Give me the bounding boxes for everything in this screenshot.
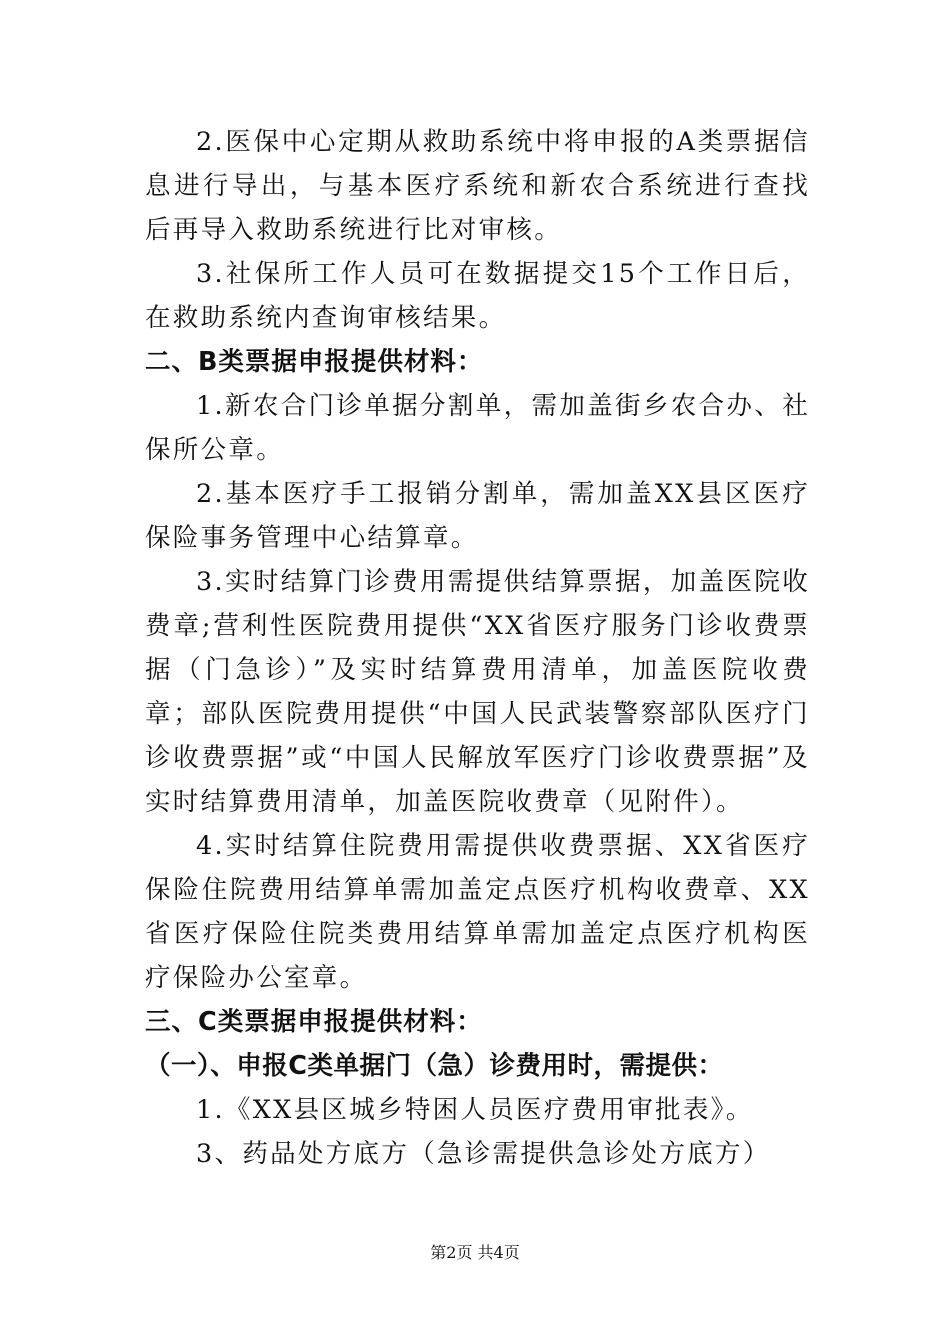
section-heading-b: 二、B类票据申报提供材料： bbox=[145, 347, 484, 377]
page-number-footer: 第2页 共4页 bbox=[430, 1243, 520, 1262]
paragraph-b-3: 3.实时结算门诊费用需提供结算票据，加盖医院收费章;营利性医院费用提供“XX省医疗服务门诊收费票据（门急诊）”及实时结算费用清单，加盖医院收费章；部队医院费用提供“中国人民武装警察部队医疗门诊收费票据”或“中国人民解放军医疗门诊收费票据”及实时结算费用清单，加盖医院收费章（见附件）。 bbox=[145, 567, 810, 817]
paragraph-c-1: 1.《XX县区城乡特困人员医疗费用审批表》。 bbox=[196, 1095, 754, 1125]
paragraph-c-3: 3、药品处方底方（急诊需提供急诊处方底方） bbox=[196, 1139, 771, 1169]
document-body bbox=[145, 120, 810, 1176]
paragraph-a-query: 3.社保所工作人员可在数据提交15个工作日后，在救助系统内查询审核结果。 bbox=[145, 259, 810, 333]
subsection-heading-c-1: （一）、申报C类单据门（急）诊费用时，需提供： bbox=[145, 1051, 724, 1081]
section-heading-c: 三、C类票据申报提供材料： bbox=[145, 1007, 483, 1037]
paragraph-b-4: 4.实时结算住院费用需提供收费票据、XX省医疗保险住院费用结算单需加盖定点医疗机构收费章、XX省医疗保险住院类费用结算单需加盖定点医疗机构医疗保险办公室章。 bbox=[145, 831, 810, 993]
paragraph-b-2: 2.基本医疗手工报销分割单，需加盖XX县区医疗保险事务管理中心结算章。 bbox=[145, 479, 810, 553]
paragraph-a-export: 2.医保中心定期从救助系统中将申报的A类票据信息进行导出，与基本医疗系统和新农合系统进行查找后再导入救助系统进行比对审核。 bbox=[145, 127, 810, 245]
paragraph-b-1: 1.新农合门诊单据分割单，需加盖街乡农合办、社保所公章。 bbox=[145, 391, 810, 465]
